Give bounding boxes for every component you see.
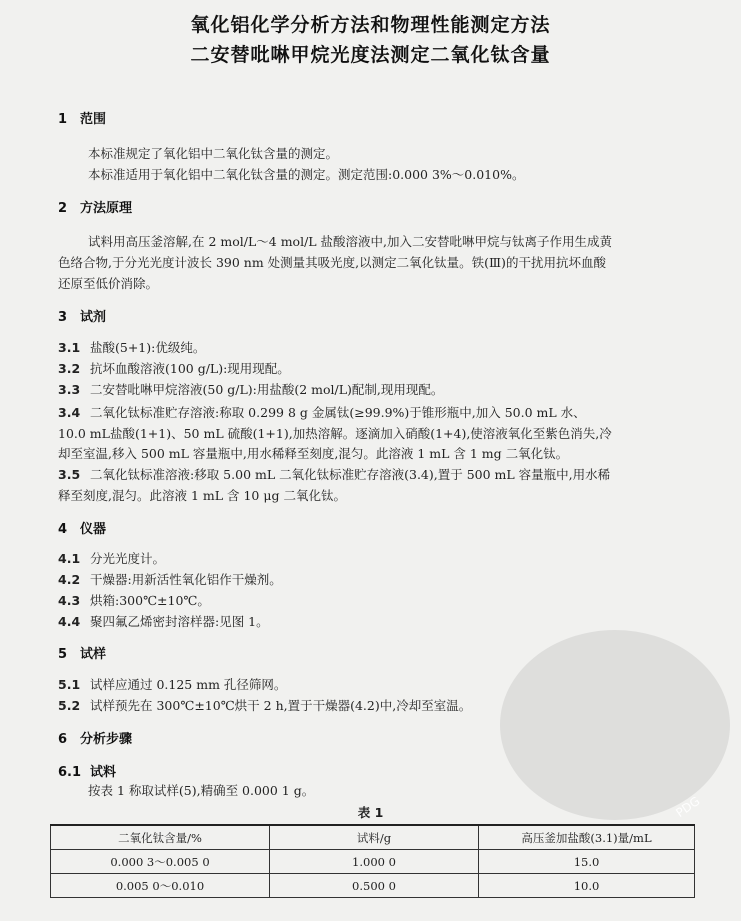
item-text: 干燥器:用新活性氧化铝作干燥剂。 bbox=[90, 572, 282, 587]
list-item bbox=[58, 548, 165, 569]
data-table bbox=[50, 824, 695, 898]
subsection-number: 6.1 bbox=[58, 765, 82, 780]
watermark-text: PDG bbox=[673, 793, 703, 821]
table-cell: 10.0 bbox=[479, 874, 695, 898]
list-item bbox=[58, 337, 205, 358]
list-item bbox=[58, 402, 586, 423]
section-heading-principle bbox=[58, 197, 132, 216]
item-text: 分光光度计。 bbox=[90, 551, 166, 566]
item-text: 二氧化钛标准溶液:移取 5.00 mL 二氧化钛标准贮存溶液(3.4),置于 500 mL 容量瓶中,用水稀 bbox=[90, 467, 611, 482]
item-text: 抗坏血酸溶液(100 g/L):现用现配。 bbox=[90, 361, 290, 376]
item-text-continued: 却至室温,移入 500 mL 容量瓶中,用水稀释至刻度,混匀。此溶液 1 mL 含 1 mg 二氧化钛。 bbox=[58, 446, 569, 461]
item-number: 3.1 bbox=[58, 340, 81, 355]
list-item bbox=[58, 358, 290, 379]
item-number: 4.4 bbox=[58, 614, 81, 629]
table-header-row bbox=[51, 825, 695, 850]
item-number: 3.5 bbox=[58, 467, 81, 482]
section-heading-scope bbox=[58, 108, 106, 127]
table-row bbox=[51, 874, 695, 898]
item-text: 试样应通过 0.125 mm 孔径筛网。 bbox=[90, 677, 287, 692]
paragraph-line: 色络合物,于分光光度计波长 390 nm 处测量其吸光度,以测定二氧化钛量。铁(Ⅲ)的干扰用抗坏血酸 bbox=[58, 255, 606, 270]
table-caption: 表 1 bbox=[357, 805, 384, 820]
item-text: 二氧化钛标准贮存溶液:称取 0.299 8 g 金属钛(≥99.9%)于锥形瓶中,加入 50.0 mL 水、 bbox=[90, 405, 586, 420]
subsection-heading-test-portion bbox=[58, 761, 116, 780]
item-text: 试样预先在 300℃±10℃烘干 2 h,置于干燥器(4.2)中,冷却至室温。 bbox=[90, 698, 472, 713]
section-title: 方法原理 bbox=[80, 201, 133, 216]
section-title: 仪器 bbox=[80, 522, 107, 537]
column-header: 高压釜加盐酸(3.1)量/mL bbox=[479, 825, 695, 850]
section-number: 3 bbox=[58, 310, 68, 325]
paragraph: 本标准适用于氧化铝中二氧化钛含量的测定。测定范围:0.000 3%～0.010%。 bbox=[88, 167, 525, 182]
section-number: 2 bbox=[58, 201, 68, 216]
item-number: 4.3 bbox=[58, 593, 81, 608]
section-heading-reagents bbox=[58, 306, 106, 325]
subsection-title: 试料 bbox=[90, 765, 117, 780]
table-row bbox=[51, 850, 695, 874]
paragraph-line: 还原至低价消除。 bbox=[58, 276, 159, 291]
section-heading-sample bbox=[58, 643, 106, 662]
item-number: 5.2 bbox=[58, 698, 81, 713]
list-item bbox=[58, 611, 269, 632]
item-text: 烘箱:300℃±10℃。 bbox=[90, 593, 210, 608]
column-header: 二氧化钛含量/% bbox=[51, 825, 270, 850]
list-item bbox=[58, 464, 610, 485]
list-item bbox=[58, 695, 471, 716]
list-item bbox=[58, 379, 443, 400]
section-number: 6 bbox=[58, 732, 68, 747]
section-number: 1 bbox=[58, 112, 68, 127]
doc-title-line1: 氧化铝化学分析方法和物理性能测定方法 bbox=[190, 14, 551, 36]
list-item bbox=[58, 590, 210, 611]
section-title: 范围 bbox=[80, 112, 107, 127]
section-number: 5 bbox=[58, 647, 68, 662]
item-number: 4.1 bbox=[58, 551, 81, 566]
section-title: 分析步骤 bbox=[80, 732, 133, 747]
table-cell: 0.500 0 bbox=[270, 874, 479, 898]
table-cell: 15.0 bbox=[479, 850, 695, 874]
item-text-continued: 10.0 mL盐酸(1+1)、50 mL 硫酸(1+1),加热溶解。逐滴加入硝酸(1+4),使溶液氧化至紫色消失,冷 bbox=[58, 426, 612, 441]
column-header: 试料/g bbox=[270, 825, 479, 850]
item-text: 二安替吡啉甲烷溶液(50 g/L):用盐酸(2 mol/L)配制,现用现配。 bbox=[90, 382, 444, 397]
item-number: 4.2 bbox=[58, 572, 81, 587]
doc-title-line2: 二安替吡啉甲烷光度法测定二氧化钛含量 bbox=[190, 44, 551, 66]
section-heading-instruments bbox=[58, 518, 106, 537]
list-item bbox=[58, 569, 282, 590]
table-cell: 1.000 0 bbox=[270, 850, 479, 874]
section-number: 4 bbox=[58, 522, 68, 537]
item-number: 3.3 bbox=[58, 382, 81, 397]
item-text: 聚四氟乙烯密封溶样器:见图 1。 bbox=[90, 614, 269, 629]
watermark-seal bbox=[500, 630, 730, 820]
item-text: 盐酸(5+1):优级纯。 bbox=[90, 340, 206, 355]
section-title: 试样 bbox=[80, 647, 107, 662]
item-number: 3.2 bbox=[58, 361, 81, 376]
item-number: 3.4 bbox=[58, 405, 81, 420]
table-cell: 0.005 0～0.010 bbox=[51, 874, 270, 898]
item-number: 5.1 bbox=[58, 677, 81, 692]
section-title: 试剂 bbox=[80, 310, 107, 325]
list-item bbox=[58, 674, 286, 695]
item-text-continued: 释至刻度,混匀。此溶液 1 mL 含 10 μg 二氧化钛。 bbox=[58, 488, 346, 503]
paragraph: 本标准规定了氧化铝中二氧化钛含量的测定。 bbox=[88, 146, 339, 161]
section-heading-procedure bbox=[58, 728, 132, 747]
paragraph: 按表 1 称取试样(5),精确至 0.000 1 g。 bbox=[88, 783, 315, 798]
table-cell: 0.000 3～0.005 0 bbox=[51, 850, 270, 874]
paragraph-line: 试料用高压釜溶解,在 2 mol/L～4 mol/L 盐酸溶液中,加入二安替吡啉甲烷与钛离子作用生成黄 bbox=[88, 234, 613, 249]
